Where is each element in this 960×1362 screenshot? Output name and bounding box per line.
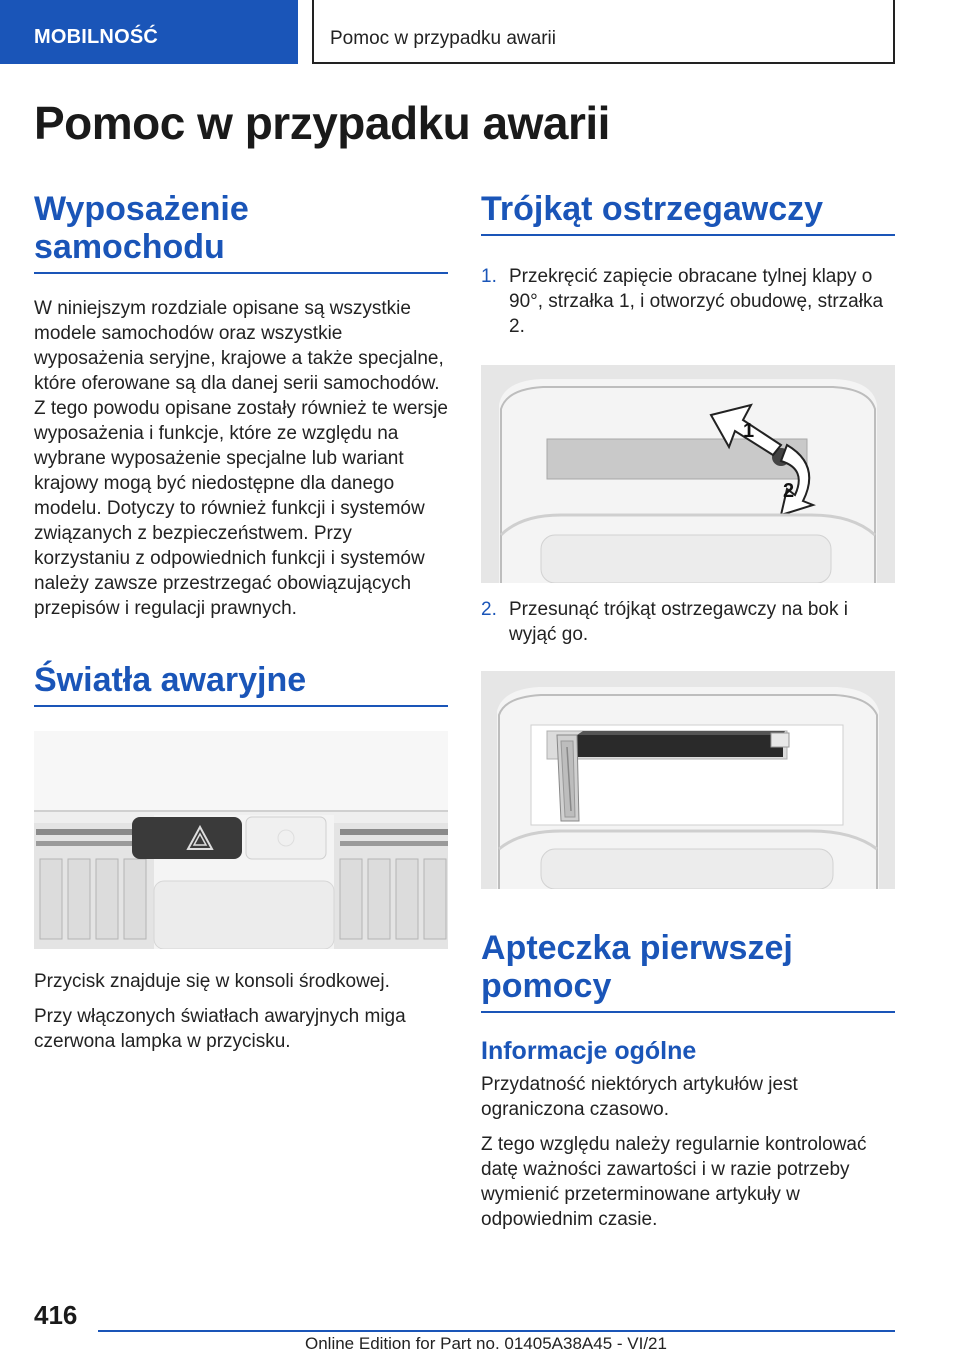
step-item xyxy=(481,264,895,339)
hazard-lights-paragraph-2: Przy włączonych światłach awaryjnych miga czerwona lampka w przycisku. xyxy=(34,1006,406,1052)
warning-triangle-case xyxy=(577,731,789,757)
edition-note: Online Edition for Part no. 01405A38A45 - VI/21 xyxy=(305,1334,667,1353)
vehicle-equipment-body: W niniejszym rozdziale opisane są wszystkie modele samochodów oraz wszystkie wyposażenia seryjne, krajowe a także specjalne, które oferowane są dla danej serii samochodów. Z tego powodu opisane zostały również te wersje wyposażenia i funkcje, które ze względu na wybrane wyposażenie specjalne lub wariant krajowy mogą być niedostępne dla danego modelu. Dotyczy to również funkcji i systemów związanych z bezpieczeństwem. Przy korzystaniu z odpowiednich funkcji i systemów należy zawsze przestrzegać obowiązujących przepisów i regulacji prawnych. xyxy=(34,298,449,619)
warning-triangle-steps xyxy=(481,264,895,339)
warning-triangle-removal-illustration xyxy=(481,671,895,889)
right-air-vent xyxy=(334,823,448,949)
left-column xyxy=(34,190,448,1054)
right-column xyxy=(481,190,895,1232)
hazard-lights-heading: Światła awaryjne xyxy=(34,661,448,707)
hazard-button-illustration xyxy=(34,731,448,949)
footer-divider xyxy=(98,1330,895,1332)
page-number: 416 xyxy=(34,1300,78,1330)
vehicle-equipment-heading: Wyposażenie samochodu xyxy=(34,190,448,274)
first-aid-subheading: Informacje ogólne xyxy=(481,1037,697,1065)
tailgate-latch-illustration xyxy=(481,365,895,583)
section-tab: MOBILNOŚĆ xyxy=(0,0,298,64)
hazard-button xyxy=(132,817,242,859)
first-aid-paragraph-2: Z tego względu należy regularnie kontrolować datę ważności zawartości i w razie potrzeby wymienić przeterminowane artykuły w odpowiednim czasie. xyxy=(481,1134,867,1230)
step-text: Przekręcić zapięcie obracane tylnej klapy o 90°, strzałka 1, i otworzyć obudowę, strzałka 2. xyxy=(509,266,884,337)
first-aid-heading: Apteczka pierwszej pomocy xyxy=(481,929,895,1013)
chapter-tab: Pomoc w przypadku awarii xyxy=(312,0,895,64)
warning-triangle-steps-continued xyxy=(481,597,895,647)
step-text: Przesunąć trójkąt ostrzegawczy na bok i wyjąć go. xyxy=(509,599,848,645)
first-aid-paragraph-1: Przydatność niektórych artykułów jest ograniczona czasowo. xyxy=(481,1074,798,1120)
arrow-2-label: 2 xyxy=(783,480,795,502)
warning-triangle-heading: Trójkąt ostrzegawczy xyxy=(481,190,895,236)
page-title: Pomoc w przypadku awarii xyxy=(34,97,610,149)
hazard-lights-paragraph-1: Przycisk znajduje się w konsoli środkowej. xyxy=(34,971,390,992)
warning-triangle-removal-figure xyxy=(481,671,895,889)
step-item xyxy=(481,597,895,647)
hazard-button-figure xyxy=(34,731,448,949)
arrow-1-label: 1 xyxy=(743,420,755,442)
step-number: 2. xyxy=(481,599,497,620)
tailgate-latch-figure xyxy=(481,365,895,583)
case-lid xyxy=(557,735,579,821)
step-number: 1. xyxy=(481,266,497,287)
